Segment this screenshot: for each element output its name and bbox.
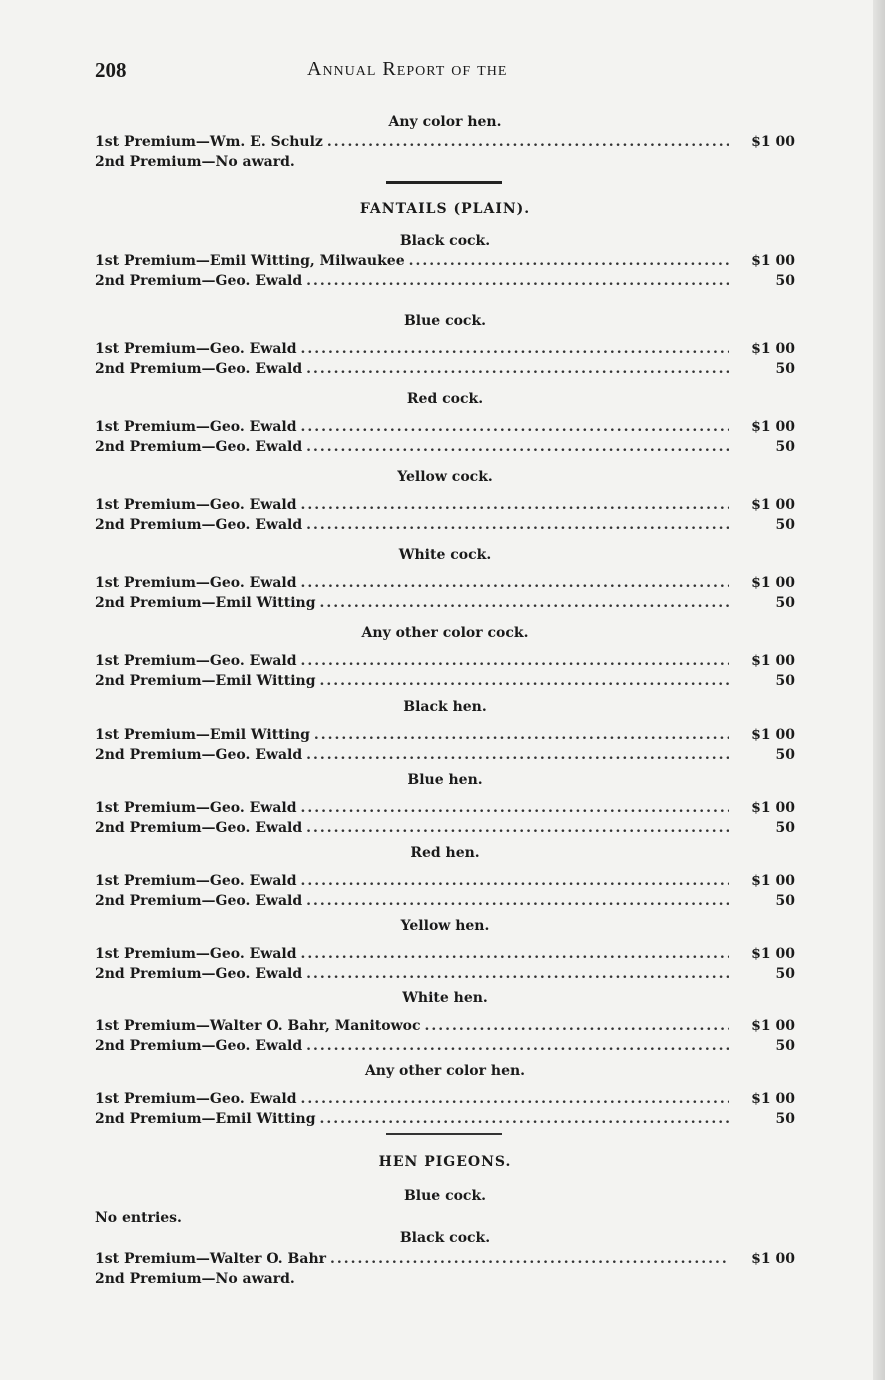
section-heading: Blue cock. [403, 1188, 487, 1204]
premium-amount: $1 00 [751, 800, 795, 816]
premium-amount: 50 [775, 893, 795, 909]
premium-amount: 50 [775, 747, 795, 763]
section-red-cock [95, 389, 795, 457]
premium-row [95, 944, 795, 964]
premium-amount: 50 [775, 966, 795, 982]
premium-label: 1st Premium—Geo. Ewald [95, 800, 297, 816]
section-heading: White cock. [398, 547, 492, 563]
section-red-hen [95, 843, 795, 911]
section-heading: Yellow cock. [397, 469, 493, 485]
dot-leader [306, 515, 729, 535]
section-heading: Any other color hen. [364, 1063, 526, 1079]
premium-row [95, 891, 795, 911]
dot-leader [301, 495, 729, 515]
dot-leader [320, 671, 729, 691]
section-yellow-hen [95, 916, 795, 984]
premium-amount: $1 00 [751, 1018, 795, 1034]
premium-label: 1st Premium—Geo. Ewald [95, 341, 297, 357]
page-number: 208 [95, 58, 127, 82]
premium-amount: $1 00 [751, 1091, 795, 1107]
premium-row [95, 964, 795, 984]
premium-row [95, 132, 795, 152]
premium-row [95, 515, 795, 535]
category-title: FANTAILS (PLAIN). [359, 201, 531, 217]
premium-label: 1st Premium—Geo. Ewald [95, 419, 297, 435]
section-heading: Blue cock. [403, 313, 487, 329]
section-heading: White hen. [402, 990, 488, 1006]
section-divider [386, 1133, 502, 1135]
dot-leader [306, 437, 729, 457]
premium-label: 1st Premium—Geo. Ewald [95, 497, 297, 513]
dot-leader [306, 818, 729, 838]
premium-amount: $1 00 [751, 419, 795, 435]
section-white-hen [95, 988, 795, 1056]
premium-row [95, 437, 795, 457]
premium-row [95, 725, 795, 745]
dot-leader [330, 1249, 729, 1269]
premium-label: 2nd Premium—Geo. Ewald [95, 1038, 303, 1054]
premium-amount: $1 00 [751, 946, 795, 962]
premium-row [95, 495, 795, 515]
dot-leader [301, 651, 729, 671]
premium-label: 2nd Premium—Geo. Ewald [95, 273, 303, 289]
dot-leader [301, 798, 729, 818]
category-title: HEN PIGEONS. [378, 1154, 512, 1170]
section-any-other-color-hen [95, 1061, 795, 1129]
dot-leader [306, 745, 729, 765]
premium-row [95, 152, 795, 172]
dot-leader [301, 1089, 729, 1109]
section-divider [386, 181, 502, 184]
premium-label: 1st Premium—Geo. Ewald [95, 653, 297, 669]
dot-leader [306, 1036, 729, 1056]
premium-row [95, 818, 795, 838]
section-heading: Any color hen. [388, 114, 502, 130]
premium-label: 2nd Premium—Geo. Ewald [95, 439, 303, 455]
premium-row [95, 339, 795, 359]
premium-row [95, 651, 795, 671]
dot-leader [301, 573, 729, 593]
dot-leader [327, 132, 729, 152]
section-fantails-black-cock [95, 199, 795, 291]
premium-amount: $1 00 [751, 653, 795, 669]
premium-amount: 50 [775, 517, 795, 533]
dot-leader [306, 891, 729, 911]
premium-amount: $1 00 [751, 575, 795, 591]
section-heading: Red hen. [410, 845, 480, 861]
premium-label: 2nd Premium—Geo. Ewald [95, 747, 303, 763]
premium-label: 2nd Premium—Emil Witting [95, 1111, 316, 1127]
section-blue-cock [95, 311, 795, 379]
premium-amount: $1 00 [751, 134, 795, 150]
premium-row [95, 417, 795, 437]
dot-leader [409, 251, 729, 271]
premium-amount: 50 [775, 1111, 795, 1127]
page-edge-shadow [873, 0, 885, 1380]
premium-row [95, 1016, 795, 1036]
premium-label: 2nd Premium—Emil Witting [95, 673, 316, 689]
section-heading: Yellow hen. [400, 918, 490, 934]
section-blue-hen [95, 770, 795, 838]
premium-amount: 50 [775, 820, 795, 836]
dot-leader [306, 964, 729, 984]
premium-row [95, 1036, 795, 1056]
premium-label: 1st Premium—Wm. E. Schulz [95, 134, 323, 150]
premium-row [95, 671, 795, 691]
premium-row [95, 1109, 795, 1129]
premium-label: 1st Premium—Geo. Ewald [95, 946, 297, 962]
no-entries-note: No entries. [95, 1210, 182, 1226]
premium-row [95, 593, 795, 613]
section-heading: Black cock. [399, 1230, 491, 1246]
premium-label: 2nd Premium—Geo. Ewald [95, 517, 303, 533]
premium-label: 2nd Premium—Geo. Ewald [95, 966, 303, 982]
dot-leader [301, 944, 729, 964]
premium-row [95, 1249, 795, 1269]
premium-amount: 50 [775, 361, 795, 377]
premium-label: 2nd Premium—Geo. Ewald [95, 820, 303, 836]
premium-label: 2nd Premium—Geo. Ewald [95, 361, 303, 377]
dot-leader [320, 1109, 729, 1129]
dot-leader [314, 725, 729, 745]
premium-amount: 50 [775, 673, 795, 689]
premium-row [95, 1269, 795, 1289]
premium-label: 1st Premium—Walter O. Bahr, Manitowoc [95, 1018, 421, 1034]
section-heading: Red cock. [406, 391, 484, 407]
premium-amount: $1 00 [751, 1251, 795, 1267]
premium-amount: 50 [775, 439, 795, 455]
dot-leader [306, 271, 729, 291]
section-any-color-hen [95, 112, 795, 172]
premium-amount: $1 00 [751, 727, 795, 743]
premium-row [95, 251, 795, 271]
premium-row [95, 573, 795, 593]
premium-label: 2nd Premium—Emil Witting [95, 595, 316, 611]
premium-label: 1st Premium—Emil Witting, Milwaukee [95, 253, 405, 269]
section-white-cock [95, 545, 795, 613]
section-hen-pigeons [95, 1152, 795, 1289]
premium-row [95, 798, 795, 818]
dot-leader [320, 593, 729, 613]
dot-leader [301, 871, 729, 891]
premium-label: 2nd Premium—No award. [95, 1271, 295, 1287]
premium-label: 2nd Premium—Geo. Ewald [95, 893, 303, 909]
running-title: Annual Report of the [307, 58, 508, 80]
section-heading: Black hen. [403, 699, 487, 715]
premium-label: 1st Premium—Geo. Ewald [95, 1091, 297, 1107]
premium-amount: 50 [775, 595, 795, 611]
section-any-other-color-cock [95, 623, 795, 691]
premium-label: 2nd Premium—No award. [95, 154, 295, 170]
premium-label: 1st Premium—Emil Witting [95, 727, 310, 743]
premium-amount: $1 00 [751, 497, 795, 513]
section-yellow-cock [95, 467, 795, 535]
page-header [95, 58, 795, 84]
premium-row [95, 1089, 795, 1109]
premium-label: 1st Premium—Walter O. Bahr [95, 1251, 326, 1267]
section-heading: Black cock. [399, 233, 491, 249]
premium-amount: $1 00 [751, 341, 795, 357]
premium-amount: 50 [775, 1038, 795, 1054]
premium-amount: 50 [775, 273, 795, 289]
dot-leader [301, 417, 729, 437]
premium-row [95, 271, 795, 291]
premium-row [95, 745, 795, 765]
section-black-hen [95, 697, 795, 765]
dot-leader [306, 359, 729, 379]
premium-label: 1st Premium—Geo. Ewald [95, 873, 297, 889]
dot-leader [425, 1016, 729, 1036]
premium-row [95, 359, 795, 379]
section-heading: Any other color cock. [361, 625, 529, 641]
premium-amount: $1 00 [751, 873, 795, 889]
section-heading: Blue hen. [407, 772, 483, 788]
premium-row [95, 871, 795, 891]
dot-leader [301, 339, 729, 359]
premium-amount: $1 00 [751, 253, 795, 269]
premium-label: 1st Premium—Geo. Ewald [95, 575, 297, 591]
